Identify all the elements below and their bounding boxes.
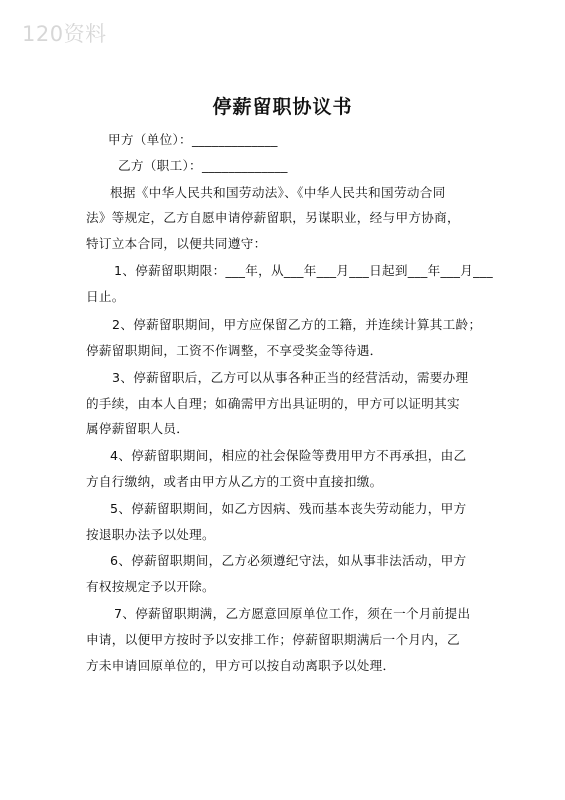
paragraph-line: 日止。 <box>86 289 125 304</box>
party-b-line: 乙方（职工）：_____________ <box>118 158 288 173</box>
paragraph-line: 特订立本合同，以便共同遵守： <box>86 236 267 251</box>
paragraph-line: 按退职办法予以处理。 <box>86 527 215 542</box>
paragraph-line: 申请，以便甲方按时予以安排工作；停薪留职期满后一个月内，乙 <box>86 632 460 647</box>
paragraph-line: 2、停薪留职期间，甲方应保留乙方的工籍，并连续计算其工龄； <box>112 317 482 332</box>
watermark: 120资料 <box>22 22 107 46</box>
paragraph-line: 7、停薪留职期满，乙方愿意回原单位工作，须在一个月前提出 <box>114 606 471 621</box>
paragraph-line: 方未申请回原单位的，甲方可以按自动离职予以处理． <box>86 658 396 673</box>
paragraph-line: 属停薪留职人员． <box>86 421 190 436</box>
paragraph-line: 3、停薪留职后，乙方可以从事各种正当的经营活动，需要办理 <box>112 370 469 385</box>
paragraph-line: 方自行缴纳，或者由甲方从乙方的工资中直接扣缴。 <box>86 474 383 489</box>
paragraph-line: 法》等规定，乙方自愿申请停薪留职，另谋职业，经与甲方协商， <box>86 210 460 225</box>
paragraph-line: 停薪留职期间，工资不作调整，不享受奖金等待遇． <box>86 343 383 358</box>
paragraph-line: 4、停薪留职期间，相应的社会保险等费用甲方不再承担，由乙 <box>110 448 467 463</box>
paragraph-line: 有权按规定予以开除。 <box>86 579 215 594</box>
paragraph-line: 6、停薪留职期间，乙方必须遵纪守法，如从事非法活动，甲方 <box>110 553 467 568</box>
document-title: 停薪留职协议书 <box>212 96 353 118</box>
paragraph-line: 1、停薪留职期限：___年，从___年___月___日起到___年___月___ <box>114 263 493 278</box>
party-a-line: 甲方（单位）：_____________ <box>108 132 278 147</box>
paragraph-line: 5、停薪留职期间，如乙方因病、残而基本丧失劳动能力，甲方 <box>110 501 467 516</box>
paragraph-line: 根据《中华人民共和国劳动法》、《中华人民共和国劳动合同 <box>110 185 446 200</box>
paragraph-line: 的手续，由本人自理；如确需甲方出具证明的，甲方可以证明其实 <box>86 396 460 411</box>
